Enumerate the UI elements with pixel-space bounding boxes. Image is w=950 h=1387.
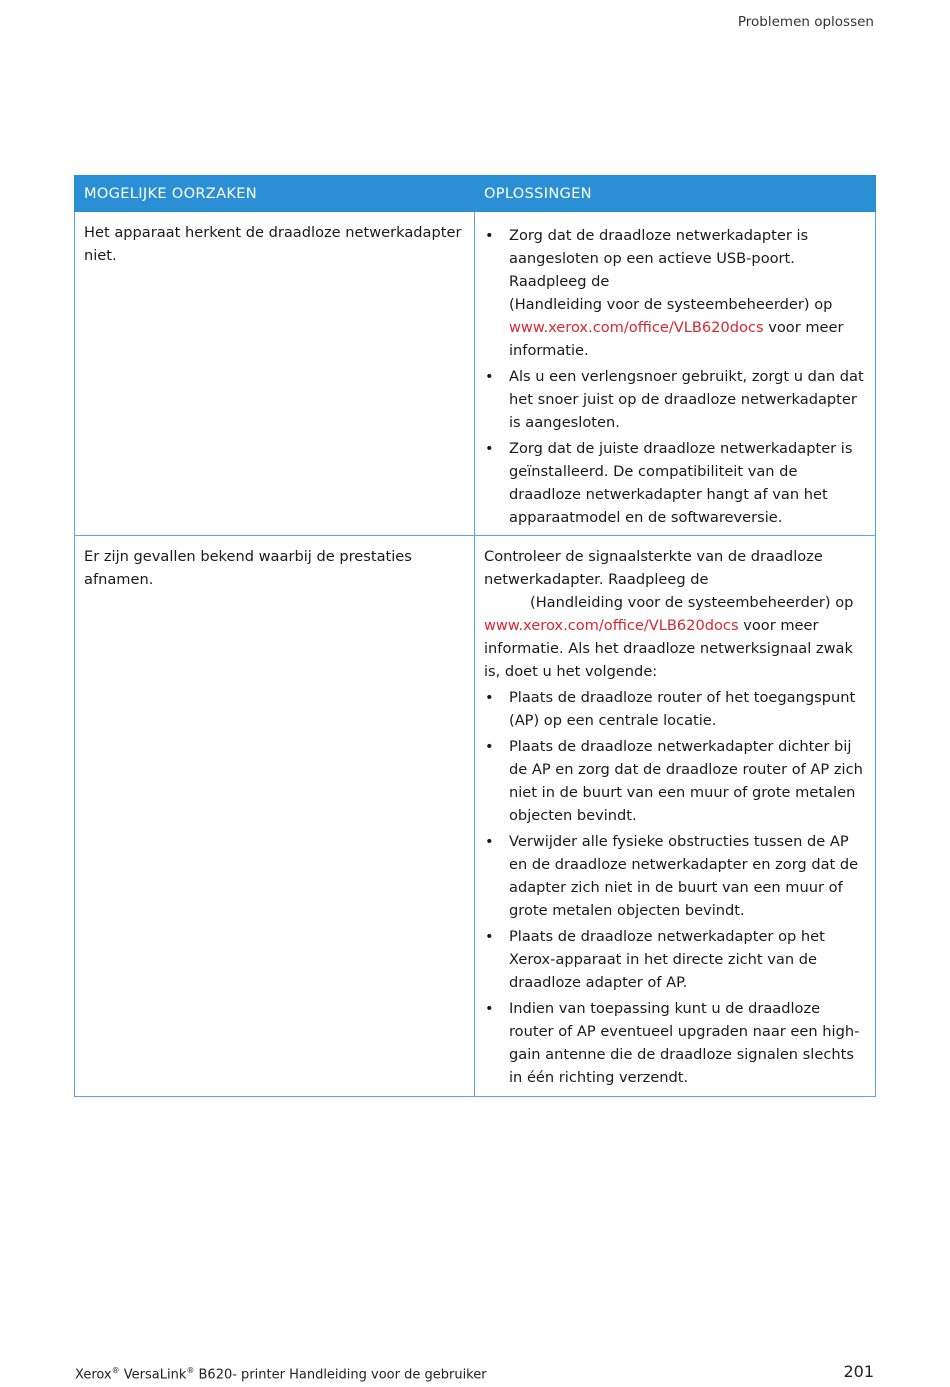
- registered-mark: ®: [186, 1366, 195, 1375]
- solution-list: [484, 686, 866, 1089]
- page-number: 201: [843, 1362, 874, 1381]
- table-header-row: [75, 176, 876, 212]
- troubleshooting-table: [74, 175, 876, 1097]
- solution-item: • Plaats de draadloze router of het toegangspunt (AP) op een centrale locatie.: [484, 686, 866, 732]
- cause-cell: [75, 212, 475, 536]
- solution-text: • Zorg dat de draadloze netwerkadapter is aangesloten op een actieve USB-poort. Raadpleeg de: [509, 227, 809, 290]
- solution-item: • Indien van toepassing kunt u de draadloze router of AP eventueel upgraden naar een high-gain antenne die de draadloze signalen slechts in één richting verzendt.: [484, 997, 866, 1089]
- cause-text: Het apparaat herkent de draadloze netwerkadapter niet.: [84, 224, 462, 264]
- solution-text: voor meer informatie. Als het draadloze netwerksignaal zwak is, doet u het volgende:: [484, 617, 853, 680]
- solution-item: • Plaats de draadloze netwerkadapter dichter bij de AP en zorg dat de draadloze router of AP zich niet in de buurt van een muur of grote metalen objecten bevindt.: [484, 735, 866, 827]
- solution-item: • Plaats de draadloze netwerkadapter op het Xerox-apparaat in het directe zicht van de draadloze adapter of AP.: [484, 925, 866, 994]
- cause-cell: [75, 536, 475, 1097]
- cause-text: Er zijn gevallen bekend waarbij de prestaties afnamen.: [84, 548, 412, 588]
- footer-brand: Xerox: [75, 1367, 112, 1383]
- solution-list: [484, 224, 866, 529]
- solution-text: (Handleiding voor de systeembeheerder) op: [509, 296, 833, 313]
- solution-intro: [484, 545, 866, 683]
- table-row: [75, 212, 876, 536]
- solution-cell: [475, 536, 876, 1097]
- solution-text: voor meer informatie.: [509, 319, 844, 359]
- registered-mark: ®: [111, 1366, 120, 1375]
- footer-product: VersaLink: [119, 1367, 187, 1383]
- table-row: [75, 536, 876, 1097]
- running-head: Problemen oplossen: [737, 14, 874, 30]
- solution-cell: [475, 212, 876, 536]
- docs-link[interactable]: www.xerox.com/office/VLB620docs: [484, 617, 739, 634]
- solution-item: • Verwijder alle fysieke obstructies tussen de AP en de draadloze netwerkadapter en zorg dat de adapter zich niet in de buurt van een muur of grote metalen objecten bevindt.: [484, 830, 866, 922]
- column-header-solutions: OPLOSSINGEN: [475, 176, 876, 212]
- footer-rest: B620- printer Handleiding voor de gebruiker: [194, 1367, 487, 1383]
- solution-item: [484, 224, 866, 362]
- column-header-causes: MOGELIJKE OORZAKEN: [75, 176, 475, 212]
- docs-link[interactable]: www.xerox.com/office/VLB620docs: [509, 319, 764, 336]
- solution-text: Controleer de signaalsterkte van de draadloze netwerkadapter. Raadpleeg de: [484, 548, 823, 588]
- footer-title: [75, 1366, 487, 1382]
- solution-text: (Handleiding voor de systeembeheerder) op: [530, 594, 854, 611]
- solution-item: • Als u een verlengsnoer gebruikt, zorgt u dan dat het snoer juist op de draadloze netwerkadapter is aangesloten.: [484, 365, 866, 434]
- solution-item: • Zorg dat de juiste draadloze netwerkadapter is geïnstalleerd. De compatibiliteit van de draadloze netwerkadapter hangt af van het apparaatmodel en de softwareversie.: [484, 437, 866, 529]
